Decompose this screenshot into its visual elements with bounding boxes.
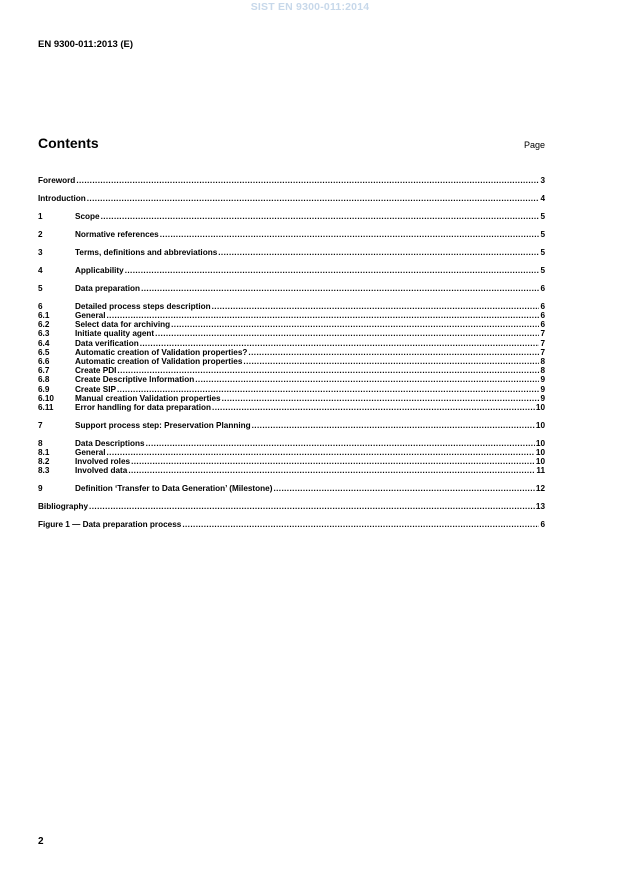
leader-dots [222, 394, 540, 403]
toc-page: 5 [540, 211, 545, 221]
leader-dots [117, 366, 539, 375]
toc-page: 3 [540, 176, 545, 185]
toc-number: 8.1 [38, 448, 50, 458]
toc-title: Foreword [38, 176, 76, 185]
toc-title: Bibliography [38, 502, 89, 512]
toc-entry[interactable] [38, 212, 545, 221]
toc-page: 10 [535, 457, 545, 467]
leader-dots [125, 266, 540, 275]
toc-number: 2 [38, 229, 43, 239]
toc-entry[interactable] [38, 366, 545, 375]
leader-dots [87, 194, 540, 203]
toc-number: 9 [38, 484, 43, 494]
leader-dots [160, 230, 540, 239]
toc-number: 6.5 [38, 347, 50, 357]
leader-dots [252, 421, 535, 430]
leader-dots [141, 284, 539, 293]
toc-entry[interactable] [38, 357, 545, 366]
toc-number: 6.7 [38, 366, 50, 376]
toc-number: 3 [38, 247, 43, 257]
leader-dots [171, 320, 539, 329]
leader-dots [117, 385, 539, 394]
toc-number: 6.8 [38, 375, 50, 385]
toc-page: 6 [540, 311, 545, 321]
toc-entry[interactable] [38, 484, 545, 493]
toc-title: Data verification [75, 338, 139, 348]
toc-page: 4 [540, 193, 545, 203]
toc-number: 8.2 [38, 457, 50, 467]
watermark: SIST EN 9300-011:2014 [250, 1, 370, 13]
toc-entry[interactable] [38, 248, 545, 257]
toc-page: 13 [535, 502, 545, 512]
toc-number: 6.1 [38, 311, 50, 321]
toc-number: 6.10 [38, 393, 54, 403]
toc-page: 7 [540, 329, 545, 339]
leader-dots [182, 520, 539, 529]
toc-entry[interactable] [38, 348, 545, 357]
toc-title: Definition ‘Transfer to Data Generation’ (Milestone) [75, 484, 273, 494]
toc-number: 6.3 [38, 329, 50, 339]
leader-dots [140, 339, 540, 348]
toc-entry-figure[interactable] [38, 520, 545, 529]
page-number: 2 [38, 836, 44, 847]
toc-number: 6.11 [38, 402, 54, 412]
contents-heading: Contents [38, 135, 99, 151]
toc-page: 5 [540, 265, 545, 275]
toc-title: Create PDI [75, 366, 117, 376]
toc-entry[interactable] [38, 439, 545, 448]
toc-page: 12 [535, 484, 545, 494]
toc-title: Initiate quality agent [75, 329, 155, 339]
toc-number: 6.2 [38, 320, 50, 330]
toc-entry[interactable] [38, 176, 545, 185]
leader-dots [146, 439, 535, 448]
leader-dots [273, 484, 534, 493]
toc-number: 8 [38, 438, 43, 448]
leader-dots [243, 357, 539, 366]
toc-entry[interactable] [38, 385, 545, 394]
toc-page: 10 [535, 448, 545, 458]
toc-entry[interactable] [38, 320, 545, 329]
toc-page: 7 [540, 338, 545, 348]
toc-title: Create SIP [75, 384, 116, 394]
toc-number: 8.3 [38, 466, 50, 476]
toc-entry[interactable] [38, 230, 545, 239]
toc-number: 1 [38, 211, 43, 221]
toc-title: Automatic creation of Validation properties [75, 357, 243, 367]
toc-page: 6 [540, 301, 545, 311]
toc-entry[interactable] [38, 466, 545, 475]
toc-entry[interactable] [38, 284, 545, 293]
table-of-contents [38, 176, 545, 530]
toc-title: Detailed process steps description [75, 301, 211, 311]
toc-title: Introduction [38, 193, 86, 203]
leader-dots [212, 302, 540, 311]
toc-title: Select data for archiving [75, 320, 171, 330]
leader-dots [107, 311, 540, 320]
toc-number: 6.9 [38, 384, 50, 394]
toc-entry[interactable] [38, 266, 545, 275]
toc-page: 9 [540, 393, 545, 403]
toc-title: Figure 1 — Data preparation process [38, 520, 182, 530]
toc-page: 6 [540, 520, 545, 530]
toc-entry[interactable] [38, 403, 545, 412]
toc-page: 10 [535, 420, 545, 430]
leader-dots [155, 329, 539, 338]
toc-entry[interactable] [38, 394, 545, 403]
toc-title: Error handling for data preparation [75, 402, 212, 412]
toc-entry[interactable] [38, 302, 545, 311]
toc-title: Scope [75, 211, 100, 221]
leader-dots [248, 348, 539, 357]
toc-entry[interactable] [38, 329, 545, 338]
toc-page: 10 [535, 438, 545, 448]
leader-dots [128, 466, 535, 475]
toc-number: 5 [38, 283, 43, 293]
toc-title: Automatic creation of Validation properties? [75, 347, 248, 357]
toc-entry[interactable] [38, 194, 545, 203]
toc-page: 8 [540, 357, 545, 367]
toc-title: Involved data [75, 466, 128, 476]
leader-dots [101, 212, 540, 221]
document-id: EN 9300-011:2013 (E) [38, 39, 134, 50]
toc-number: 4 [38, 265, 43, 275]
toc-number: 6.4 [38, 338, 50, 348]
toc-page: 10 [535, 402, 545, 412]
leader-dots [195, 375, 539, 384]
leader-dots [131, 457, 535, 466]
toc-number: 6.6 [38, 357, 50, 367]
toc-page: 6 [540, 320, 545, 330]
toc-title: General [75, 311, 106, 321]
toc-title: Create Descriptive Information [75, 375, 195, 385]
leader-dots [76, 176, 539, 185]
toc-title: Terms, definitions and abbreviations [75, 247, 218, 257]
toc-title: General [75, 448, 106, 458]
toc-number: 7 [38, 420, 43, 430]
toc-entry[interactable] [38, 375, 545, 384]
toc-title: Normative references [75, 229, 159, 239]
toc-page: 9 [540, 384, 545, 394]
leader-dots [218, 248, 539, 257]
toc-title: Involved roles [75, 457, 131, 467]
toc-entry[interactable] [38, 311, 545, 320]
leader-dots [107, 448, 535, 457]
toc-title: Data Descriptions [75, 438, 145, 448]
toc-entry[interactable] [38, 457, 545, 466]
toc-title: Applicability [75, 265, 124, 275]
toc-entry[interactable] [38, 502, 545, 511]
toc-page: 5 [540, 247, 545, 257]
toc-entry[interactable] [38, 339, 545, 348]
page-column-header: Page [523, 140, 545, 150]
toc-page: 11 [536, 466, 545, 476]
toc-title: Manual creation Validation properties [75, 393, 221, 403]
toc-page: 7 [540, 347, 545, 357]
toc-page: 8 [540, 366, 545, 376]
toc-page: 5 [540, 229, 545, 239]
toc-title: Data preparation [75, 283, 141, 293]
toc-page: 9 [540, 375, 545, 385]
leader-dots [89, 502, 535, 511]
toc-page: 6 [540, 283, 545, 293]
toc-number: 6 [38, 301, 43, 311]
toc-title: Support process step: Preservation Planning [75, 420, 251, 430]
toc-entry[interactable] [38, 448, 545, 457]
toc-entry[interactable] [38, 421, 545, 430]
leader-dots [212, 403, 535, 412]
